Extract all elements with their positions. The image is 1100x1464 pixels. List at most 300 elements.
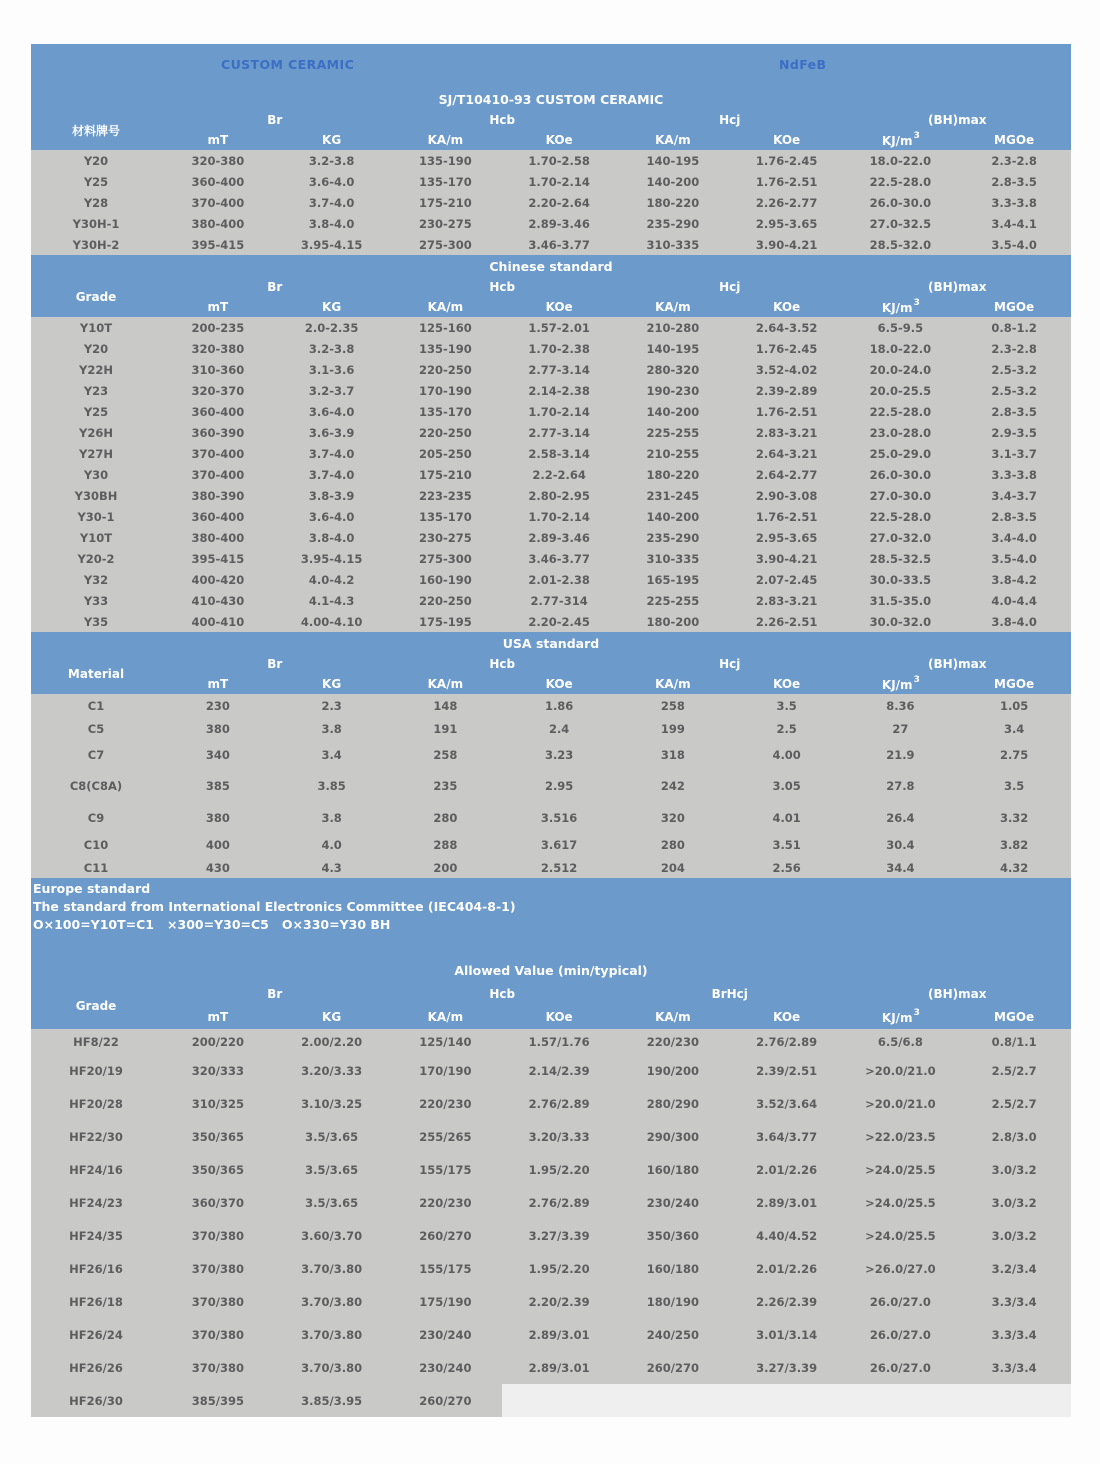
table-cell: 230-275 xyxy=(389,213,503,234)
table-cell: 2.8-3.5 xyxy=(957,506,1071,527)
table-cell: 3.0/3.2 xyxy=(957,1153,1071,1186)
table-cell: 2.64-3.21 xyxy=(730,443,844,464)
table-cell: 6.5-9.5 xyxy=(844,317,958,338)
table-cell: 310-335 xyxy=(616,548,730,569)
table-cell: 280-320 xyxy=(616,359,730,380)
table-cell: 135-170 xyxy=(389,171,503,192)
table-cell: 1.57/1.76 xyxy=(502,1029,616,1054)
group-header-bhmax: (BH)max xyxy=(844,983,1072,1005)
table-cell: 180/190 xyxy=(616,1285,730,1318)
table-cell: 3.8-3.9 xyxy=(275,485,389,506)
table-cell: 360-400 xyxy=(161,401,275,422)
table-row xyxy=(31,380,1071,401)
table-cell: 231-245 xyxy=(616,485,730,506)
row-label: Y26H xyxy=(31,422,161,443)
table-cell: 1.76-2.45 xyxy=(730,150,844,171)
table-cell: 1.70-2.58 xyxy=(502,150,616,171)
table-cell: 3.8-4.0 xyxy=(275,527,389,548)
row-label: HF24/16 xyxy=(31,1153,161,1186)
table-cell: 20.0-25.5 xyxy=(844,380,958,401)
table-cell: 290/300 xyxy=(616,1120,730,1153)
table-row xyxy=(31,802,1071,833)
table-cell: 0.8-1.2 xyxy=(957,317,1071,338)
table-cell: 2.3 xyxy=(275,694,389,717)
unit-header: KA/m xyxy=(616,1005,730,1029)
table-cell: 370-400 xyxy=(161,192,275,213)
table-row xyxy=(31,171,1071,192)
table-cell: 255/265 xyxy=(389,1120,503,1153)
row-label: Y30 xyxy=(31,464,161,485)
table-cell: 350/365 xyxy=(161,1153,275,1186)
table-cell: 2.8/3.0 xyxy=(957,1120,1071,1153)
table-cell: 3.5 xyxy=(957,770,1071,802)
table-cell: 200/220 xyxy=(161,1029,275,1054)
table-cell: 30.0-32.0 xyxy=(844,611,958,632)
table-cell: 1.76-2.51 xyxy=(730,171,844,192)
table-cell: 2.83-3.21 xyxy=(730,422,844,443)
table-cell: 2.5/2.7 xyxy=(957,1087,1071,1120)
table-row xyxy=(31,1318,1071,1351)
table-cell: 360-390 xyxy=(161,422,275,443)
table-row xyxy=(31,150,1071,171)
table-cell: >26.0/27.0 xyxy=(844,1252,958,1285)
unit-header: KOe xyxy=(502,674,616,694)
table-cell: 2.5 xyxy=(730,717,844,740)
unit-header: KG xyxy=(275,297,389,317)
table-cell: 260/270 xyxy=(389,1384,503,1417)
table-cell: 400 xyxy=(161,833,275,857)
table-cell: 2.89-3.46 xyxy=(502,213,616,234)
table-cell: 3.10/3.25 xyxy=(275,1087,389,1120)
row-label: C8(C8A) xyxy=(31,770,161,802)
table-cell: 22.5-28.0 xyxy=(844,401,958,422)
table-cell: 4.01 xyxy=(730,802,844,833)
table-cell: 230-275 xyxy=(389,527,503,548)
table-title: SJ/T10410-93 CUSTOM CERAMIC xyxy=(31,88,1071,110)
table-cell: 320-380 xyxy=(161,150,275,171)
row-label: C10 xyxy=(31,833,161,857)
row-label: HF22/30 xyxy=(31,1120,161,1153)
row-label: Y35 xyxy=(31,611,161,632)
row-label: HF26/18 xyxy=(31,1285,161,1318)
table-cell: 3.8-4.0 xyxy=(275,213,389,234)
table-row xyxy=(31,401,1071,422)
table-cell: 3.3-3.8 xyxy=(957,192,1071,213)
group-header-br: Br xyxy=(161,654,389,674)
table-cell: 26.4 xyxy=(844,802,958,833)
table-cell: 3.4 xyxy=(275,740,389,770)
table-cell: 21.9 xyxy=(844,740,958,770)
row-label: Y32 xyxy=(31,569,161,590)
table-cell: 1.95/2.20 xyxy=(502,1252,616,1285)
table-cell: 2.01/2.26 xyxy=(730,1153,844,1186)
table-cell: 280 xyxy=(389,802,503,833)
table-cell: 385/395 xyxy=(161,1384,275,1417)
table-cell: 1.70-2.38 xyxy=(502,338,616,359)
table-cell: 2.0-2.35 xyxy=(275,317,389,338)
table-cell: 2.89-3.46 xyxy=(502,527,616,548)
table-cell: 370/380 xyxy=(161,1252,275,1285)
table-cell: 18.0-22.0 xyxy=(844,338,958,359)
table-cell: 34.4 xyxy=(844,857,958,878)
table-cell: 225-255 xyxy=(616,422,730,443)
table-cell: 175-210 xyxy=(389,464,503,485)
table-cell: 135-190 xyxy=(389,338,503,359)
table-cell: 360-400 xyxy=(161,506,275,527)
row-label: HF20/19 xyxy=(31,1054,161,1087)
group-header-hcb: Hcb xyxy=(389,277,617,297)
table-title: USA standard xyxy=(31,632,1071,654)
custom-ceramic-link[interactable]: CUSTOM CERAMIC xyxy=(221,57,355,72)
unit-header: KOe xyxy=(730,297,844,317)
group-header-br: Br xyxy=(161,277,389,297)
table-cell: 2.5-3.2 xyxy=(957,359,1071,380)
table-cell: 2.26-2.77 xyxy=(730,192,844,213)
unit-header: MGOe xyxy=(957,1005,1071,1029)
table-cell: 370/380 xyxy=(161,1285,275,1318)
table-row xyxy=(31,359,1071,380)
table-cell: 2.26/2.39 xyxy=(730,1285,844,1318)
usa-standard-table xyxy=(31,632,1071,878)
column-header: Material xyxy=(31,654,161,694)
table-cell: 2.26-2.51 xyxy=(730,611,844,632)
table-cell: 140-195 xyxy=(616,150,730,171)
table-cell: 320 xyxy=(616,802,730,833)
table-row xyxy=(31,611,1071,632)
table-row xyxy=(31,1384,1071,1417)
table-cell: 380 xyxy=(161,717,275,740)
table-cell: 3.20/3.33 xyxy=(275,1054,389,1087)
unit-header: KA/m xyxy=(389,297,503,317)
table-row xyxy=(31,1186,1071,1219)
table-cell: 2.01-2.38 xyxy=(502,569,616,590)
table-cell: 204 xyxy=(616,857,730,878)
table-cell: 2.20/2.39 xyxy=(502,1285,616,1318)
table-cell: 210-280 xyxy=(616,317,730,338)
table-cell: 200-235 xyxy=(161,317,275,338)
table-cell: 26.0-30.0 xyxy=(844,464,958,485)
europe-standard-note xyxy=(31,878,1071,957)
table-cell: 2.83-3.21 xyxy=(730,590,844,611)
table-cell: 260/270 xyxy=(616,1351,730,1384)
table-cell: 25.0-29.0 xyxy=(844,443,958,464)
table-cell: 3.82 xyxy=(957,833,1071,857)
table-cell: 258 xyxy=(616,694,730,717)
table-cell: 2.5/2.7 xyxy=(957,1054,1071,1087)
table-cell: 3.32 xyxy=(957,802,1071,833)
table-cell: 155/175 xyxy=(389,1252,503,1285)
table-cell: 170-190 xyxy=(389,380,503,401)
column-header: 材料牌号 xyxy=(31,110,161,150)
group-header-br: Br xyxy=(161,983,389,1005)
table-row xyxy=(31,857,1071,878)
table-title: Chinese standard xyxy=(31,255,1071,277)
table-cell: 2.58-3.14 xyxy=(502,443,616,464)
table-cell: 380-400 xyxy=(161,213,275,234)
table-cell: 2.4 xyxy=(502,717,616,740)
table-cell: 370-400 xyxy=(161,464,275,485)
unit-header: $KJ/m^3$ xyxy=(844,130,958,150)
row-label: Y23 xyxy=(31,380,161,401)
table-cell: 230/240 xyxy=(616,1186,730,1219)
unit-header: mT xyxy=(161,297,275,317)
unit-header: KOe xyxy=(502,1005,616,1029)
unit-header: KOe xyxy=(730,130,844,150)
table-body xyxy=(31,317,1071,632)
table-cell: 2.00/2.20 xyxy=(275,1029,389,1054)
table-cell: 2.14/2.39 xyxy=(502,1054,616,1087)
table-cell: 1.70-2.14 xyxy=(502,506,616,527)
table-cell: 27.0-32.5 xyxy=(844,213,958,234)
unit-header: mT xyxy=(161,130,275,150)
table-cell: 2.89/3.01 xyxy=(502,1318,616,1351)
table-row xyxy=(31,833,1071,857)
unit-header: MGOe xyxy=(957,297,1071,317)
table-cell: 175-195 xyxy=(389,611,503,632)
row-label: Y10T xyxy=(31,317,161,338)
table-cell: 2.76/2.89 xyxy=(502,1186,616,1219)
table-cell: 4.0 xyxy=(275,833,389,857)
table-cell: 280 xyxy=(616,833,730,857)
table-cell: 3.7-4.0 xyxy=(275,443,389,464)
table-cell: 1.70-2.14 xyxy=(502,401,616,422)
table-row xyxy=(31,443,1071,464)
row-label: Y25 xyxy=(31,171,161,192)
table-cell: 2.9-3.5 xyxy=(957,422,1071,443)
row-label: HF24/23 xyxy=(31,1186,161,1219)
table-cell: 2.39-2.89 xyxy=(730,380,844,401)
table-row xyxy=(31,1153,1071,1186)
table-cell: 180-220 xyxy=(616,192,730,213)
table-cell: 230/240 xyxy=(389,1351,503,1384)
table-cell: 18.0-22.0 xyxy=(844,150,958,171)
table-cell: 3.6-4.0 xyxy=(275,171,389,192)
table-cell: 160/180 xyxy=(616,1252,730,1285)
row-label: Y28 xyxy=(31,192,161,213)
table-cell: 148 xyxy=(389,694,503,717)
unit-header: KA/m xyxy=(616,130,730,150)
table-cell: 220-250 xyxy=(389,590,503,611)
table-cell: 288 xyxy=(389,833,503,857)
table-cell: 2.95-3.65 xyxy=(730,213,844,234)
table-cell: 23.0-28.0 xyxy=(844,422,958,443)
table-cell: 3.2-3.8 xyxy=(275,338,389,359)
row-label: Y27H xyxy=(31,443,161,464)
table-row xyxy=(31,1120,1071,1153)
row-label: C11 xyxy=(31,857,161,878)
table-cell: 2.5-3.2 xyxy=(957,380,1071,401)
table-cell: 3.0/3.2 xyxy=(957,1219,1071,1252)
table-cell: 3.2-3.8 xyxy=(275,150,389,171)
table-cell: 400-410 xyxy=(161,611,275,632)
table-cell: 3.70/3.80 xyxy=(275,1252,389,1285)
table-cell: 258 xyxy=(389,740,503,770)
table-cell: 3.90-4.21 xyxy=(730,234,844,255)
unit-header: $KJ/m^3$ xyxy=(844,674,958,694)
table-cell: 3.2/3.4 xyxy=(957,1252,1071,1285)
table-cell: 125/140 xyxy=(389,1029,503,1054)
table-cell: 380 xyxy=(161,802,275,833)
table-cell: 225-255 xyxy=(616,590,730,611)
row-label: Y22H xyxy=(31,359,161,380)
table-cell: 0.8/1.1 xyxy=(957,1029,1071,1054)
table-cell: 2.77-3.14 xyxy=(502,359,616,380)
table-cell: 2.01/2.26 xyxy=(730,1252,844,1285)
unit-header: $KJ/m^3$ xyxy=(844,1005,958,1029)
table-cell: 370-400 xyxy=(161,443,275,464)
table-row xyxy=(31,1054,1071,1087)
table-cell: 125-160 xyxy=(389,317,503,338)
row-label: Y30H-1 xyxy=(31,213,161,234)
table-cell: 310/325 xyxy=(161,1087,275,1120)
row-label: Y30-1 xyxy=(31,506,161,527)
table-cell: 3.4-4.1 xyxy=(957,213,1071,234)
table-cell: 2.07-2.45 xyxy=(730,569,844,590)
unit-header: KG xyxy=(275,130,389,150)
table-cell: 27.8 xyxy=(844,770,958,802)
table-cell: 191 xyxy=(389,717,503,740)
top-nav-band xyxy=(31,44,1071,88)
table-cell: 3.27/3.39 xyxy=(502,1219,616,1252)
table-cell: 2.20-2.45 xyxy=(502,611,616,632)
table-cell: 385 xyxy=(161,770,275,802)
table-cell: 6.5/6.8 xyxy=(844,1029,958,1054)
table-cell: 3.5/3.65 xyxy=(275,1186,389,1219)
table-cell: 3.7-4.0 xyxy=(275,464,389,485)
table-row xyxy=(31,590,1071,611)
table-cell: 3.6-3.9 xyxy=(275,422,389,443)
table-cell: 22.5-28.0 xyxy=(844,506,958,527)
ndfeb-link[interactable]: NdFeB xyxy=(779,57,827,72)
table-cell: 220/230 xyxy=(616,1029,730,1054)
table-cell: 310-335 xyxy=(616,234,730,255)
table-cell: 26.0-30.0 xyxy=(844,192,958,213)
table-cell: 3.8 xyxy=(275,717,389,740)
table-cell: 220/230 xyxy=(389,1186,503,1219)
table-cell: 380-400 xyxy=(161,527,275,548)
table-cell: 3.5 xyxy=(730,694,844,717)
table-cell: 1.95/2.20 xyxy=(502,1153,616,1186)
table-cell: 2.95-3.65 xyxy=(730,527,844,548)
table-cell: 220/230 xyxy=(389,1087,503,1120)
table-cell: 3.23 xyxy=(502,740,616,770)
table-cell: 180-220 xyxy=(616,464,730,485)
unit-header: KA/m xyxy=(389,674,503,694)
chinese-standard-table xyxy=(31,255,1071,632)
column-header: Grade xyxy=(31,983,161,1029)
table-row xyxy=(31,1252,1071,1285)
table-cell: >24.0/25.5 xyxy=(844,1153,958,1186)
table-cell: 230 xyxy=(161,694,275,717)
table-row xyxy=(31,192,1071,213)
table-cell: 2.80-2.95 xyxy=(502,485,616,506)
table-cell: 3.0/3.2 xyxy=(957,1186,1071,1219)
group-header-brhcj: BrHcj xyxy=(616,983,844,1005)
table-row xyxy=(31,770,1071,802)
table-row xyxy=(31,1351,1071,1384)
table-cell: >20.0/21.0 xyxy=(844,1054,958,1087)
table-cell: 3.46-3.77 xyxy=(502,234,616,255)
table-cell: 160-190 xyxy=(389,569,503,590)
row-label: Y30H-2 xyxy=(31,234,161,255)
table-cell: 2.2-2.64 xyxy=(502,464,616,485)
table-cell: 170/190 xyxy=(389,1054,503,1087)
table-cell: 1.76-2.51 xyxy=(730,506,844,527)
group-header-bhmax: (BH)max xyxy=(844,277,1072,297)
table-cell: 3.5-4.0 xyxy=(957,234,1071,255)
table-cell: 1.05 xyxy=(957,694,1071,717)
table-row xyxy=(31,317,1071,338)
table-cell: 2.3-2.8 xyxy=(957,150,1071,171)
table-cell: 3.5-4.0 xyxy=(957,548,1071,569)
table-cell: 3.70/3.80 xyxy=(275,1351,389,1384)
table-row xyxy=(31,485,1071,506)
table-cell: 31.5-35.0 xyxy=(844,590,958,611)
group-header-hcb: Hcb xyxy=(389,654,617,674)
table-body xyxy=(31,150,1071,255)
table-cell: 3.95-4.15 xyxy=(275,234,389,255)
table-cell: 3.85 xyxy=(275,770,389,802)
table-cell: 230/240 xyxy=(389,1318,503,1351)
table-cell: 4.00-4.10 xyxy=(275,611,389,632)
unit-header: KA/m xyxy=(389,1005,503,1029)
table-row xyxy=(31,338,1071,359)
unit-header: $KJ/m^3$ xyxy=(844,297,958,317)
unit-header: KA/m xyxy=(616,297,730,317)
table-cell: 175/190 xyxy=(389,1285,503,1318)
table-cell: 3.70/3.80 xyxy=(275,1285,389,1318)
table-cell: 4.40/4.52 xyxy=(730,1219,844,1252)
table-cell: 235-290 xyxy=(616,213,730,234)
table-row xyxy=(31,464,1071,485)
europe-note-line: O×100=Y10T=C1 ×300=Y30=C5 O×330=Y30 BH xyxy=(33,917,391,932)
table-cell: 318 xyxy=(616,740,730,770)
table-cell: 4.3 xyxy=(275,857,389,878)
table-cell: 2.76/2.89 xyxy=(730,1029,844,1054)
table-cell: 380-390 xyxy=(161,485,275,506)
table-cell: 2.3-2.8 xyxy=(957,338,1071,359)
table-cell: 2.75 xyxy=(957,740,1071,770)
table-cell: 27.0-32.0 xyxy=(844,527,958,548)
table-cell: >20.0/21.0 xyxy=(844,1087,958,1120)
table-cell: 3.05 xyxy=(730,770,844,802)
table-cell: 3.27/3.39 xyxy=(730,1351,844,1384)
table-cell: 165-195 xyxy=(616,569,730,590)
table-cell: 2.14-2.38 xyxy=(502,380,616,401)
table-cell: 430 xyxy=(161,857,275,878)
table-cell: 1.70-2.14 xyxy=(502,171,616,192)
table-cell: 242 xyxy=(616,770,730,802)
table-cell: 2.76/2.89 xyxy=(502,1087,616,1120)
europe-note-line: The standard from International Electronics Committee (IEC404-8-1) xyxy=(33,899,516,914)
table-cell: 275-300 xyxy=(389,548,503,569)
table-row xyxy=(31,213,1071,234)
unit-header: KOe xyxy=(502,297,616,317)
table-cell: 3.4-4.0 xyxy=(957,527,1071,548)
table-row xyxy=(31,1087,1071,1120)
table-cell: >24.0/25.5 xyxy=(844,1219,958,1252)
table-cell: 3.1-3.6 xyxy=(275,359,389,380)
table-cell: 340 xyxy=(161,740,275,770)
unit-header: KOe xyxy=(730,674,844,694)
table-cell: 3.85/3.95 xyxy=(275,1384,389,1417)
table-cell: 360/370 xyxy=(161,1186,275,1219)
table-cell: 140-200 xyxy=(616,506,730,527)
table-cell: 26.0/27.0 xyxy=(844,1285,958,1318)
table-row xyxy=(31,1219,1071,1252)
table-cell: 200 xyxy=(389,857,503,878)
unit-header: KOe xyxy=(502,130,616,150)
